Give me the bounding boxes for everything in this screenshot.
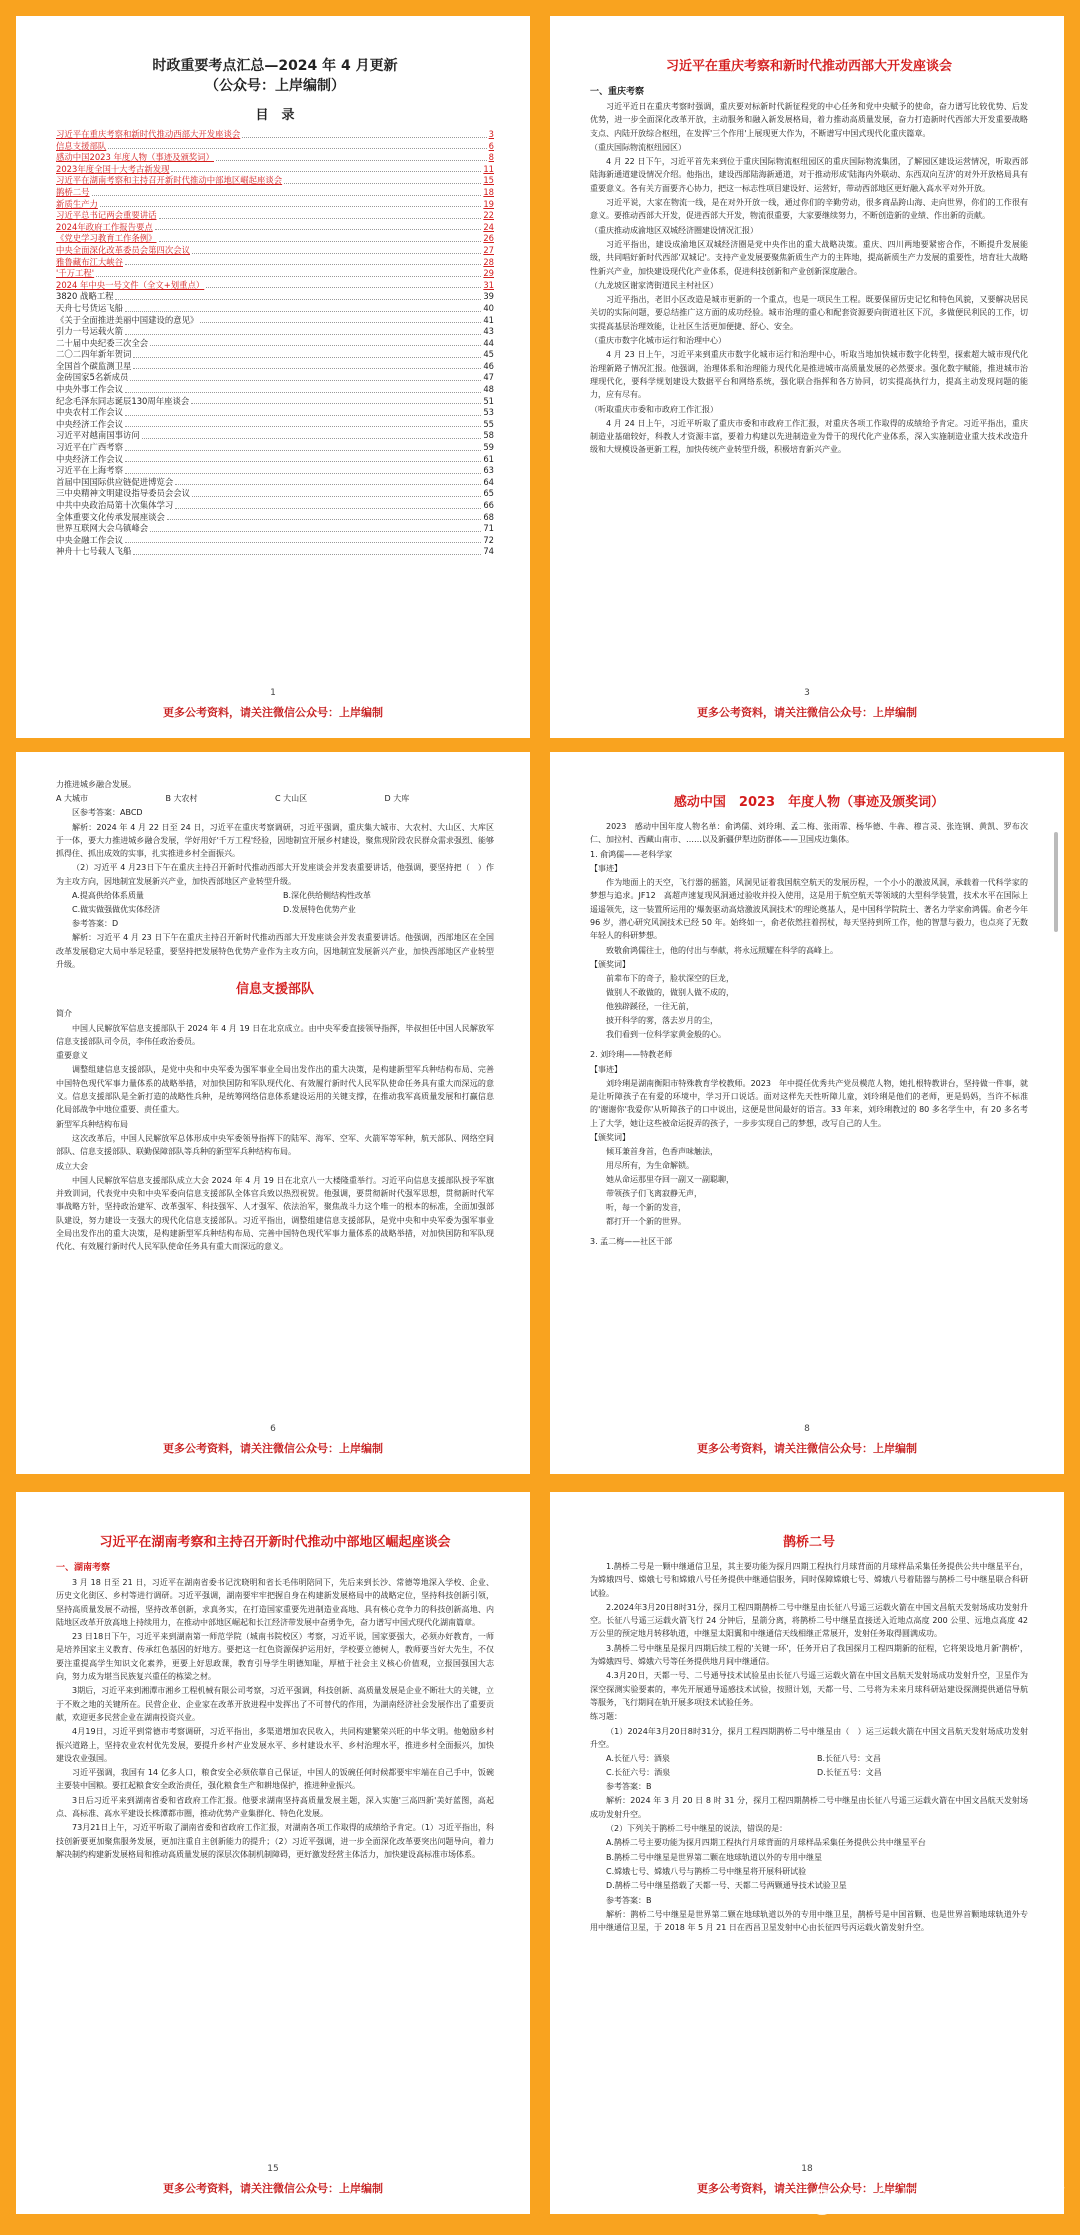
toc-leader xyxy=(159,210,482,219)
option: D.发展特色优势产业 xyxy=(283,905,356,915)
section-title: 信息支援部队 xyxy=(235,982,314,998)
toc-entry-title: 中央农村工作会议 xyxy=(56,407,123,418)
item-heading: 3. 孟二梅——社区干部 xyxy=(590,1237,673,1247)
toc-entry[interactable] xyxy=(56,257,494,269)
label: 【事迹】 xyxy=(590,863,622,873)
option: C.长征六号：酒泉 xyxy=(606,1768,671,1778)
paragraph: 习近平近日在重庆考察时强调，重庆要对标新时代新征程党的中心任务和党中央赋予的使命，奋力谱写比较优势、后发优势，进一步全面深化改革开放，主动服务和融入新发展格局，着力推动高质量发展，奋力打造新时代西部大开发重要战略支点、内陆开放综合枢纽，在发挥'三个作用'上展现更大作为，不断谱写中国式现代化重庆篇章。 xyxy=(590,102,1028,138)
toc-entry-page: 43 xyxy=(483,326,494,337)
paragraph: 1.鹊桥二号是一颗中继通信卫星，其主要功能为探月四期工程执行月球背面的月球样品采集任务提供公共中继星平台，为嫦娥四号、嫦娥七号和嫦娥八号任务提供中继通信服务，同时保障嫦娥七号、嫦娥八号着陆器与鹊桥二号中继星联合科研试验。 xyxy=(590,1562,1028,1598)
paragraph: 3 月 18 日至 21 日，习近平在湖南省委书记沈晓明和省长毛伟明陪同下，先后来到长沙、常德等地深入学校、企业、历史文化街区、乡村等进行调研。习近平强调，湖南要牢牢把握自身在构建新发展格局中的战略定位，坚持科技创新引领，坚持高质量发展不动摇，坚持改革创新，求真务实，在打造国家重要先进制造业高地、具有核心竞争力的科技创新高地、内陆地区改革开放高地上持续用力，在推动中部地区崛起和长江经济带发展中奋勇争先，奋力谱写中国式现代化湖南篇章。 xyxy=(56,1578,494,1627)
toc-entry-title: 世界互联网大会乌镇峰会 xyxy=(56,523,149,534)
page-footer: 更多公考资料，请关注微信公众号：上岸编制 xyxy=(697,706,917,719)
answer: 区参考答案：ABCD xyxy=(72,808,143,818)
paragraph: 4月19日，习近平到常德市考察调研，习近平指出，多渠道增加农民收入，共同构建繁荣兴旺的中华文明。他勉励乡村振兴道路上，坚持农业农村优先发展，要提升乡村产业发展水平、乡村建设水平、乡村治理水平，推进乡村全面振兴，加快建设农业强国。 xyxy=(56,1727,494,1763)
toc-leader xyxy=(175,500,481,509)
paragraph: 3日后习近平来到湖南省委和省政府工作汇报。他要求湖南坚持高质量发展主题，深入实施'三高四新'美好蓝图，高起点、高标准、高水平建设长株潭都市圈，推动优势产业集群化、特色化发展。 xyxy=(56,1795,494,1819)
poem-line: 做别人不敢做的，做别人做不成的， xyxy=(606,988,734,998)
toc-entry-page: 28 xyxy=(483,256,494,267)
page-number: 6 xyxy=(270,1424,276,1434)
option: D.长征五号：文昌 xyxy=(817,1768,882,1778)
toc-entry-page: 27 xyxy=(483,244,494,255)
exercise-heading: 练习题： xyxy=(590,1712,622,1722)
toc-leader xyxy=(171,164,481,173)
toc-leader xyxy=(92,187,482,196)
wechat-icon xyxy=(809,2189,835,2215)
toc-leader xyxy=(100,199,481,208)
toc-entry-page: 8 xyxy=(488,152,494,163)
toc-leader xyxy=(242,129,486,138)
toc-entry[interactable] xyxy=(56,129,494,141)
page-footer: 更多公考资料，请关注微信公众号：上岸编制 xyxy=(163,706,383,719)
page-footer: 更多公考资料，请关注微信公众号：上岸编制 xyxy=(697,2182,917,2195)
option: A.长征八号：酒泉 xyxy=(606,1754,670,1764)
sub-heading: （九龙坡区谢家湾街道民主村社区） xyxy=(590,280,718,290)
toc-entry[interactable] xyxy=(56,141,494,153)
poem-line: 我们看到一位科学家黄金般的心。 xyxy=(606,1030,726,1040)
toc-entry[interactable] xyxy=(56,268,494,280)
toc-entry[interactable] xyxy=(56,419,494,431)
toc-entry-page: 39 xyxy=(483,291,494,302)
doc-title: 时政重要考点汇总—2024 年 4 月更新 xyxy=(152,58,398,74)
toc-entry[interactable] xyxy=(56,535,494,547)
option: D.鹊桥二号中继星搭载了天都一号、天都二号两颗通导技术试验卫星 xyxy=(606,1881,847,1891)
toc-leader xyxy=(142,430,482,439)
paragraph: 2.2024年3月20日8时31分，探月工程四期鹊桥二号中继星由长征八号遥三运载火箭在中国文昌航天发射场成功发射升空。长征八号遥三运载火箭飞行 24 分钟后，星箭分离，将鹊桥二号中继星直接送入近地点高度 200 公里、远地点高度 42 万公里的预定地月转移轨道，中继星太阳翼和中继通信天线相继正常展开，发射任务取得圆满成功。 xyxy=(590,1602,1028,1639)
toc-leader xyxy=(125,442,481,451)
toc-entry-page: 44 xyxy=(483,337,494,348)
toc-entry-page: 18 xyxy=(483,186,494,197)
toc-entry-page: 15 xyxy=(483,175,494,186)
toc-entry-page: 11 xyxy=(483,163,494,174)
toc-entry-page: 53 xyxy=(483,407,494,418)
paragraph: 这次改革后，中国人民解放军总体形成中央军委领导指挥下的陆军、海军、空军、火箭军等军种，航天部队、网络空间部队、信息支援部队、联勤保障部队等兵种的新型军兵种结构布局。 xyxy=(56,1133,494,1157)
toc-entry[interactable] xyxy=(56,442,494,454)
toc-entry-page: 59 xyxy=(483,442,494,453)
toc-entry[interactable] xyxy=(56,175,494,187)
toc-entry-title: 感动中国2023 年度人物（事迹及颁奖词） xyxy=(56,152,214,163)
toc-entry[interactable] xyxy=(56,454,494,466)
toc-leader xyxy=(192,245,481,254)
page-info-support-content xyxy=(56,778,494,1394)
paragraph: 4 月 23 日上午，习近平来到重庆市数字化城市运行和治理中心，听取当地加快城市数字化转型，探索超大城市现代化治理新路子情况汇报。他强调，治理体系和治理能力现代化是推进城市高质量发展的必然要求。强化数字赋能，推进城市治理现代化，要科学规划建设大数据平台和网络系统，强化联合指挥和各方协同，切实提高执行力，提高主动发现问题的能力，应有尽有。 xyxy=(590,350,1028,400)
toc-entry[interactable] xyxy=(56,512,494,524)
page-chongqing-content xyxy=(590,56,1028,658)
toc-entry-title: 中共中央政治局第十次集体学习 xyxy=(56,500,174,510)
label: 【颁奖词】 xyxy=(590,1133,630,1143)
toc-entry-page: 65 xyxy=(483,488,494,499)
page-footer: 更多公考资料，请关注微信公众号：上岸编制 xyxy=(163,1442,383,1455)
toc-entry-title: 全体重要文化传承发展座谈会 xyxy=(56,511,165,522)
question-options xyxy=(56,889,494,903)
toc-entry-page: 29 xyxy=(483,268,494,279)
toc-leader xyxy=(125,257,481,266)
toc-entry[interactable] xyxy=(56,291,494,303)
toc-leader xyxy=(133,546,481,555)
toc-entry-title: 习近平在湖南考察和主持召开新时代推动中部地区崛起座谈会 xyxy=(56,175,283,186)
toc-entry[interactable] xyxy=(56,546,494,558)
toc-leader xyxy=(284,175,481,184)
paragraph: 习近平说，大家在物流一线，是在对外开放一线，通过你们的辛勤劳动，很多商品跨山海、走向世界，你们的工作很有意义。要推动西部大开发，促进西部大开发，物流很重要，大家要继续努力，不断创造新的业绩、作出新的贡献。 xyxy=(590,198,1028,221)
sub-heading: 简介 xyxy=(56,1009,72,1019)
toc-entry-title: 新质生产力 xyxy=(56,198,98,209)
toc-entry-page: 61 xyxy=(483,453,494,464)
label: 【颁奖词】 xyxy=(590,959,630,969)
toc-entry[interactable] xyxy=(56,430,494,442)
page-number: 3 xyxy=(804,688,810,698)
toc-entry-title: 《党史学习教育工作条例》 xyxy=(56,233,157,244)
toc-entry-title: 中央金融工作会议 xyxy=(56,534,123,545)
answer: 参考答案：D xyxy=(72,919,119,929)
toc-leader xyxy=(125,535,481,544)
toc-entry-title: 鹊桥二号 xyxy=(56,186,90,197)
toc-heading: 目 录 xyxy=(255,108,295,123)
toc-entry-title: 三中央精神文明建设指导委员会会议 xyxy=(56,488,190,499)
toc-entry-page: 58 xyxy=(483,430,494,441)
toc-entry-title: 《关于全面推进美丽中国建设的意见》 xyxy=(56,314,199,325)
poem-line: 前辈布下的奇子，脸状深空的巨龙， xyxy=(606,974,734,984)
page-info-support xyxy=(16,752,530,1474)
toc-leader xyxy=(133,361,481,370)
toc-entry-page: 68 xyxy=(483,511,494,522)
explanation: 解析：鹊桥二号中继星是世界第二颗在地球轨道以外的专用中继卫星，鹊桥号是中国首颗、也是世界首颗地球轨道外专用中继通信卫星，于 2018 年 5 月 21 日在西昌卫星发射中心由长征四号丙运载火箭发射升空。 xyxy=(590,1909,1028,1933)
toc-leader xyxy=(192,488,481,497)
paragraph: 3.鹊桥二号中继星是探月四期后续工程的'关键一环'，任务开启了我国探月工程四期新的征程，它将架设地月新'鹊桥'，为嫦娥四号、嫦娥六号等任务提供地月间中继通信。 xyxy=(590,1643,1028,1667)
toc-entry-page: 47 xyxy=(483,372,494,383)
toc-entry-page: 26 xyxy=(483,233,494,244)
section-title: 鹊桥二号 xyxy=(782,1535,835,1550)
poem-line: 都打开一个新的世界。 xyxy=(606,1217,686,1227)
watermark-text: 公众号 · 上岸编制 xyxy=(841,2186,1068,2216)
toc-entry[interactable] xyxy=(56,407,494,419)
toc-entry-title: 信息支援部队 xyxy=(56,140,107,151)
toc-entry-title: 首届中国国际供应链促进博览会 xyxy=(56,476,174,487)
page-footer: 更多公考资料，请关注微信公众号：上岸编制 xyxy=(697,1442,917,1455)
page-queqiao xyxy=(550,1492,1064,2214)
toc-entry[interactable] xyxy=(56,315,494,327)
toc-entry[interactable] xyxy=(56,210,494,222)
sub-heading: （重庆市数字化城市运行和治理中心） xyxy=(590,336,726,346)
toc-leader xyxy=(175,477,481,486)
toc-entry[interactable] xyxy=(56,164,494,176)
option: C 大山区 xyxy=(275,794,308,804)
section-title: 习近平在重庆考察和新时代推动西部大开发座谈会 xyxy=(665,59,952,74)
toc-entry-title: 中央外事工作会议 xyxy=(56,384,123,395)
award-poem xyxy=(590,1145,1028,1229)
page-touching-china xyxy=(550,752,1064,1474)
option: B.深化供给侧结构性改革 xyxy=(283,891,372,901)
page-number: 18 xyxy=(801,2164,813,2174)
toc-entry-title: 中央经济工作会议 xyxy=(56,453,123,464)
toc-entry-page: 72 xyxy=(483,534,494,545)
label: 【事迹】 xyxy=(590,1064,622,1074)
paragraph: 中国人民解放军信息支援部队于 2024 年 4 月 19 日在北京成立。由中央军委直接领导指挥，毕叔担任中国人民解放军信息支援部队司令员，李伟任政治委员。 xyxy=(56,1023,494,1046)
toc-entry-page: 31 xyxy=(483,279,494,290)
toc-leader xyxy=(125,326,481,335)
toc-entry-title: 引力一号运载火箭 xyxy=(56,326,123,337)
toc-leader xyxy=(191,396,481,405)
item-heading: 2. 刘玲琍——特教老师 xyxy=(590,1050,673,1060)
toc-entry-title: 3820 战略工程 xyxy=(56,291,114,302)
paragraph: 致敬俞鸿儒往士，他的付出与奉献，将永远照耀在科学的高峰上。 xyxy=(606,945,838,955)
page-toc xyxy=(16,16,530,738)
toc-entry-title: 二〇二四年新年贺词 xyxy=(56,349,132,360)
toc-entry-title: 雅鲁藏布江大峡谷 xyxy=(56,256,123,267)
paragraph: 习近平强调，我国有 14 亿多人口，粮食安全必须依靠自己保证，中国人的饭碗任何时候都要牢牢端在自己手中，饭碗主要装中国粮。要扛起粮食安全政治责任，强化粮食生产和耕地保护，推进种业振兴。 xyxy=(56,1768,494,1791)
toc-leader xyxy=(125,303,481,312)
watermark xyxy=(809,2180,1068,2217)
page-hunan-content xyxy=(56,1532,494,2134)
toc-entry[interactable] xyxy=(56,488,494,500)
toc-leader xyxy=(206,280,481,289)
toc-leader xyxy=(150,338,481,347)
toc-leader xyxy=(133,349,481,358)
toc-entry[interactable] xyxy=(56,500,494,512)
section-title: 感动中国 2023 年度人物（事迹及颁奖词） xyxy=(673,795,945,810)
toc-entry-title: 习近平总书记两会重要讲话 xyxy=(56,210,157,221)
option: A.提高供给体系质量 xyxy=(72,891,144,901)
toc-entry-page: 6 xyxy=(488,140,494,151)
paragraph: 刘玲琍是湖南衡阳市特殊教育学校教师。2023 年中提任优秀共产党员模范人物，她扎根特教讲台，坚持做一件事，就是让听障孩子在有爱的环境中，学习开口说话。面对这样先天性听障儿童，刘玲琍是他们的老师，更是妈妈，当许不标准的'谢谢你'我爱你'从听障孩子的口中说出，这便是世间最好的语言。33 年来，刘玲琍教过的 80 多名学生中，有 20 多名考上了大学，她让这些被命运捉弄的孩子，一步步实现自己的梦想，改写自己的人生。 xyxy=(590,1078,1028,1128)
toc-entry-title: '千万工程' xyxy=(56,268,95,279)
toc-entry-title: 习近平在广西考察 xyxy=(56,442,123,453)
poem-line: 披开科学的雾，落去岁月的尘， xyxy=(606,1016,718,1026)
option: B 大农村 xyxy=(165,794,198,804)
toc-entry-title: 2024年政府工作报告要点 xyxy=(56,221,153,232)
page-number: 1 xyxy=(270,688,276,698)
paragraph: 作为地面上的天空，飞行器的摇篮，风洞见证着我国航空航天的发展历程，一个小小的激波风洞，承载着一代科学家的梦想与追求。JF12 高超声速复现风洞通过验收并投入使用，这是用于航空航天等领域的大型科学装置，技术水平在国际上遥遥领先，这一装置所运用的'爆轰驱动高焓激波风洞技术'的理论奠基人，是中国科学院院士、著名力学家俞鸿儒。俞老今年 96 岁，潜心研究风洞技术已经 50 年。始终如一，俞老依然拄着拐杖，每天坚持到所工作，他的智慧与毅力，也点亮了无数年轻人的科研梦想。 xyxy=(590,878,1028,941)
toc-leader xyxy=(125,384,481,393)
toc-entry-page: 66 xyxy=(483,500,494,510)
toc-entry-title: 中央全面深化改革委员会第四次会议 xyxy=(56,244,190,255)
option: A 大城市 xyxy=(56,794,89,804)
toc-leader xyxy=(125,407,481,416)
toc-entry[interactable] xyxy=(56,152,494,164)
sub-heading: （重庆国际物流枢纽园区） xyxy=(590,142,686,152)
section-title: 习近平在湖南考察和主持召开新时代推动中部地区崛起座谈会 xyxy=(99,1535,451,1550)
sub-heading: 新型军兵种结构布局 xyxy=(56,1119,128,1129)
toc-entry-page: 74 xyxy=(483,546,494,557)
toc-entry-page: 63 xyxy=(483,465,494,476)
item-heading: 1. 俞鸿儒——老科学家 xyxy=(590,849,673,859)
toc-entry[interactable] xyxy=(56,384,494,396)
toc-list xyxy=(56,129,494,558)
toc-entry-title: 纪念毛泽东同志诞辰130周年座谈会 xyxy=(56,395,190,406)
toc-leader xyxy=(167,512,481,521)
page-touching-china-content xyxy=(590,792,1028,1394)
toc-leader xyxy=(125,454,481,463)
toc-entry-page: 22 xyxy=(483,210,494,221)
question: （2）下列关于鹊桥二号中继星的说法，错误的是： xyxy=(606,1824,788,1834)
sub-heading: 重要意义 xyxy=(56,1051,88,1061)
paragraph: 中国人民解放军信息支援部队成立大会 2024 年 4 月 19 日在北京八一大楼隆重举行。习近平向信息支援部队授予军旗并致训词，代表党中央和中央军委向信息支援部队全体官兵致以热烈祝贺。他强调，要贯彻新时代强军思想，贯彻新时代军事战略方针，坚持政治建军、改革强军、科技强军、人才强军、依法治军，聚焦战斗力这个唯一的根本的标准，全面加强部队建设，努力建设一支强大的现代化信息支援部队。习近平指出，调整组建信息支援部队，是党中央和中央军委为强军事业全局出发作出的重大决策，是构建新型军兵种结构布局、完善中国特色现代军事力量体系的战略举措，对加快国防和军队现代化、有效履行新时代人民军队使命任务具有重大而深远的意义。 xyxy=(56,1175,494,1252)
toc-entry[interactable] xyxy=(56,396,494,408)
toc-entry-title: 天舟七号货运飞船 xyxy=(56,302,123,313)
page-toc-content xyxy=(56,56,494,658)
toc-entry-page: 55 xyxy=(483,418,494,429)
paragraph: 73月21日上午，习近平听取了湖南省委和省政府工作汇报，对湖南各项工作取得的成绩给予肯定。（1）习近平指出，科技创新要更加聚焦服务发展，更加注重自主创新能力的提升；（2）习近平强调，进一步全面深化改革要突出问题导向，着力解决制约构建新发展格局和推动高质量发展的深层次体制机制障碍，更好激发经营主体活力，加快建设高标准市场体系。 xyxy=(56,1823,494,1859)
toc-entry[interactable] xyxy=(56,477,494,489)
question-options xyxy=(590,1766,1028,1780)
toc-entry-title: 习近平在上海考察 xyxy=(56,465,123,476)
toc-entry-title: 2024 年中央一号文件（全文+划重点） xyxy=(56,279,205,290)
option: C.嫦娥七号、嫦娥八号与鹊桥二号中继星将开展科研试验 xyxy=(606,1866,807,1876)
toc-entry[interactable] xyxy=(56,199,494,211)
toc-leader xyxy=(96,268,481,277)
toc-leader xyxy=(108,141,486,150)
toc-entry-title: 2023年度全国十大考古新发现 xyxy=(56,163,170,174)
toc-leader xyxy=(216,152,487,161)
toc-entry[interactable] xyxy=(56,245,494,257)
page-number: 15 xyxy=(267,2164,279,2174)
answer: 参考答案：B xyxy=(606,1895,652,1905)
toc-entry-page: 3 xyxy=(488,129,494,139)
sub-heading: 成立大会 xyxy=(56,1161,88,1171)
poem-line: 带领孩子们飞离寂静无声， xyxy=(606,1189,702,1199)
toc-entry[interactable] xyxy=(56,303,494,315)
toc-entry[interactable] xyxy=(56,233,494,245)
toc-entry-page: 51 xyxy=(483,395,494,406)
paragraph: 23 日18日下午，习近平来到湖南第一师范学院（城南书院校区）考察，习近平说，国家要强大，必须办好教育，一师是培养国家主义教育、传承红色基因的好地方。要把这一红色资源保护运用好，学校要立德树人，教师要当好大先生，不仅要注重提高学生知识文化素养，更要上好思政课，教育引导学生明德知耻，厚植于社会主义核心价值观，立报国强国大志向，努力成为堪当民族复兴重任的栋梁之材。 xyxy=(56,1632,494,1682)
toc-entry-title: 中央经济工作会议 xyxy=(56,418,123,429)
toc-entry[interactable] xyxy=(56,326,494,338)
toc-entry-title: 习近平对越南国事访问 xyxy=(56,430,140,441)
explanation: 解析：2024 年 4 月 22 日至 24 日，习近平在重庆考察调研，习近平强调，重庆集大城市、大农村、大山区、大库区于一体，要大力推进城乡融合发展，学好用好'千万工程'经验，因地制宜开展乡村建设，聚焦现阶段农民群众需求强烈、能够抓得住、抓出成效的实事，扎实推进乡村全面振兴。 xyxy=(56,822,494,859)
toc-entry-page: 48 xyxy=(483,384,494,395)
award-poem xyxy=(590,972,1028,1042)
toc-entry-title: 金砖国家5名新成员 xyxy=(56,372,129,383)
page-hunan xyxy=(16,1492,530,2214)
explanation: 解析：2024 年 3 月 20 日 8 时 31 分，探月工程四期鹊桥二号中继星由长征八号遥三运载火箭在中国文昌航天发射场成功发射升空。 xyxy=(590,1796,1028,1819)
page-chongqing xyxy=(550,16,1064,738)
toc-entry[interactable] xyxy=(56,361,494,373)
option: C.做实做强做优实体经济 xyxy=(72,905,161,915)
toc-leader xyxy=(130,372,481,381)
poem-line: 他独辟蹊径，一往无前， xyxy=(606,1002,694,1012)
toc-entry-title: 习近平在重庆考察和新时代推动西部大开发座谈会 xyxy=(56,129,241,139)
toc-entry-page: 45 xyxy=(483,349,494,360)
toc-entry-page: 46 xyxy=(483,360,494,371)
option: A.鹊桥二号主要功能为探月四期工程执行月球背面的月球样品采集任务提供公共中继星平台 xyxy=(606,1838,926,1848)
doc-subtitle: （公众号：上岸编制） xyxy=(205,78,345,94)
page-queqiao-content xyxy=(590,1532,1028,2134)
toc-entry[interactable] xyxy=(56,338,494,350)
paragraph: 2023 感动中国年度人物名单：俞鸿儒、刘玲琍、孟二梅、张雨霏、杨华德、牛犇、穆言灵、张连钢、黄凯、罗布次仁、加拉村、西藏山南市、……以及新疆伊犁边防群体——卫国戍边集体。 xyxy=(590,822,1028,845)
toc-leader xyxy=(159,233,482,242)
toc-entry[interactable] xyxy=(56,349,494,361)
toc-entry-page: 41 xyxy=(483,314,494,325)
paragraph: 4 月 22 日下午，习近平首先来到位于重庆国际物流枢纽园区的重庆国际物流集团，了解园区建设运营情况，听取西部陆海新通道建设情况介绍。他指出，建设西部陆海新通道，对于推动形成'陆海内外联动、东西双向互济'的对外开放格局具有重要意义。各有关方面要齐心协力，把这一标志性项目建设好、运营好，带动西部地区更好融入高水平对外开放。 xyxy=(590,157,1028,193)
toc-leader xyxy=(125,419,481,428)
question: （2）习近平 4 月23日下午在重庆主持召开新时代推动西部大开发座谈会并发表重要讲话，他强调，要坚持把（ ）作为主攻方向，因地制宜发展新兴产业，加快西部地区产业转型升级。 xyxy=(56,863,494,886)
paragraph: 习近平指出，老旧小区改造是城市更新的一个重点，也是一项民生工程。既要保留历史记忆和特色风貌，又要解决居民关切的实际问题，要总结推广这方面的成功经验。城市治理的重心和配套资源要向街道社区下沉，多做便民利民的工作，切实提高基层治理效能，让社区生活更加便捷、舒心、安全。 xyxy=(590,295,1028,331)
toc-entry-page: 24 xyxy=(483,221,494,232)
paragraph: 习近平指出，建设成渝地区双城经济圈是党中央作出的重大战略决策。重庆、四川两地要紧密合作，不断提升发展能级，共同唱好新时代西部'双城记'。支持产业发展要聚焦新质生产力的主阵地，提高新质生产力发展的重要性，培育壮大战略性新兴产业，加快建设现代化产业体系，促进科技创新和产业创新深度融合。 xyxy=(590,239,1028,276)
explanation: 解析：习近平 4 月 23 日下午在重庆主持召开新时代推动西部大开发座谈会并发表重要讲话。他强调，西部地区在全国改革发展稳定大局中举足轻重，要坚持把发展特色优势产业作为主攻方向，因地制宜发展新兴产业，加快西部地区产业转型升级。 xyxy=(56,933,494,969)
toc-entry-page: 71 xyxy=(483,523,494,534)
toc-entry-page: 19 xyxy=(483,198,494,209)
toc-entry[interactable] xyxy=(56,187,494,199)
poem-line: 听，每一个新的发音， xyxy=(606,1203,686,1213)
paragraph: 力推进城乡融合发展。 xyxy=(56,780,136,789)
poem-line: 她从命运那里夺回一副又一副聪聊， xyxy=(606,1175,734,1185)
paragraph: 3期后，习近平来到湘潭市湘乡工程机械有限公司考察，习近平强调，科技创新、高质量发展是企业不断壮大的关键，立于不败之地的关键所在。民营企业、企业家在改革开放进程中发挥出了不可替代的作用，为湖南经济社会发展作出了重要贡献，欢迎更多民营企业在湖南投资兴业。 xyxy=(56,1686,494,1722)
toc-leader xyxy=(150,523,481,532)
paragraph: 4 月 24 日上午，习近平听取了重庆市委和市政府工作汇报，对重庆各项工作取得的成绩给予肯定。习近平指出，重庆制造业基础较好，科教人才资源丰富，要着力构建以先进制造业为骨干的现代化产业体系，深入实施制造业重大技术改造升级和大规模设备更新工程，加快传统产业转型升级，积极培育新兴产业。 xyxy=(590,418,1028,455)
toc-entry[interactable] xyxy=(56,465,494,477)
question-options xyxy=(56,792,494,806)
toc-entry-title: 全国首个碳监测卫星 xyxy=(56,360,132,371)
option: B.长征八号：文昌 xyxy=(817,1754,882,1764)
toc-entry-title: 神舟十七号载人飞船 xyxy=(56,546,132,557)
poem-line: 倾耳兼首身首，色香声味触法， xyxy=(606,1147,718,1157)
toc-leader xyxy=(125,465,481,474)
question-options xyxy=(590,1752,1028,1766)
sub-heading: （重庆推动成渝地区双城经济圈建设情况汇报） xyxy=(590,225,758,235)
toc-leader xyxy=(115,291,481,300)
toc-entry[interactable] xyxy=(56,372,494,384)
section-heading: 一、湖南考察 xyxy=(56,1563,111,1573)
toc-entry[interactable] xyxy=(56,280,494,292)
option: B.鹊桥二号中继星是世界第二颗在地球轨道以外的专用中继星 xyxy=(606,1852,823,1862)
paragraph: 4.3月20日，天都一号、二号通导技术试验星由长征八号遥三运载火箭在中国文昌航天发射场成功发射升空，卫星作为深空探测实验要素的，率先开展通导遥感技术试验，按照计划，天都一号、二号将为未来月球科研站建设探测提供通信导航等服务，飞行期间在轨开展多项技术试验任务。 xyxy=(590,1671,1028,1707)
question-options xyxy=(56,903,494,917)
toc-leader xyxy=(155,222,482,231)
answer: 参考答案：B xyxy=(606,1782,652,1792)
toc-entry-page: 40 xyxy=(483,302,494,313)
toc-entry[interactable] xyxy=(56,523,494,535)
question: （1）2024年3月20日8时31分，探月工程四期鹊桥二号中继星由（ ）运三运载火箭在中国文昌航天发射场成功发射升空。 xyxy=(590,1726,1028,1749)
option: D 大库 xyxy=(384,794,410,804)
toc-entry[interactable] xyxy=(56,222,494,234)
toc-entry-page: 64 xyxy=(483,476,494,487)
paragraph: 调整组建信息支援部队，是党中央和中央军委为强军事业全局出发作出的重大决策，是构建新型军兵种结构布局、完善中国特色现代军事力量体系的战略举措，对加快国防和军队现代化、有效履行新时代人民军队使命任务具有重大而深远的意义。信息支援部队是全新打造的战略性兵种，是统筹网络信息体系建设运用的关键支撑，在推动我军高质量发展和打赢信息化局部战争中地位重要、责任重大。 xyxy=(56,1065,494,1115)
page-number: 8 xyxy=(804,1424,810,1434)
toc-entry-title: 二十届中央纪委三次全会 xyxy=(56,337,149,348)
scrollbar[interactable] xyxy=(1054,832,1058,932)
page-footer: 更多公考资料，请关注微信公众号：上岸编制 xyxy=(163,2182,383,2195)
poem-line: 用尽所有，为生命解锁。 xyxy=(606,1161,694,1171)
section-heading: 一、重庆考察 xyxy=(590,87,645,97)
toc-leader xyxy=(200,315,481,324)
sub-heading: （听取重庆市委和市政府工作汇报） xyxy=(590,404,718,414)
